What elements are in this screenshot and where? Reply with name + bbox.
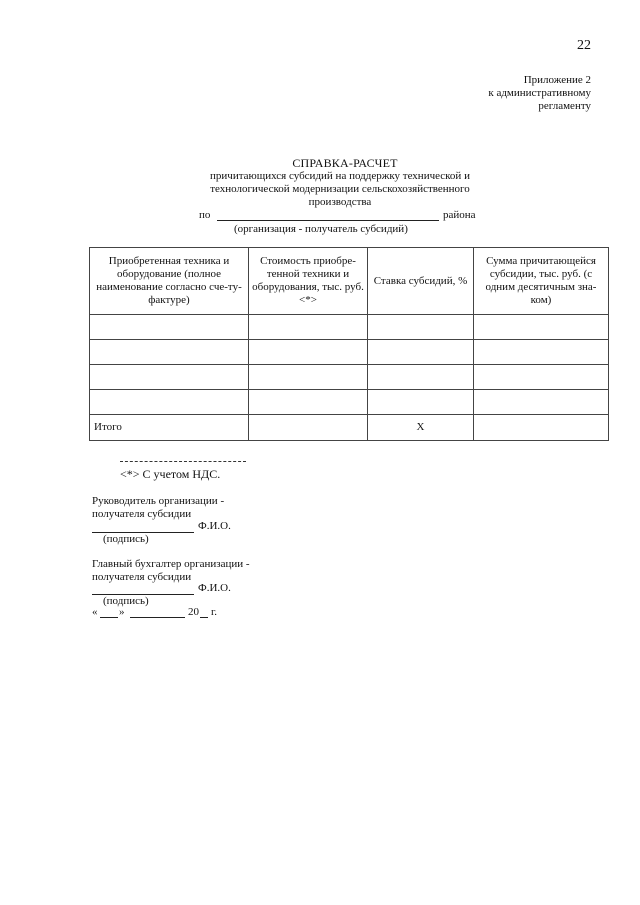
organization-line xyxy=(199,209,489,223)
appendix-line: регламенту xyxy=(538,100,591,112)
table-cell[interactable] xyxy=(368,390,474,415)
head-signature-title xyxy=(92,495,224,521)
table-cell[interactable] xyxy=(249,390,368,415)
accountant-fio: Ф.И.О. xyxy=(198,582,231,594)
head-sign-caption: (подпись) xyxy=(103,533,149,545)
total-rate-cell: X xyxy=(368,415,474,441)
table-row xyxy=(90,340,609,365)
table-cell[interactable] xyxy=(249,365,368,390)
table-cell[interactable] xyxy=(249,315,368,340)
table-row xyxy=(90,390,609,415)
date-month-blank xyxy=(130,617,185,618)
header-rate: Ставка субсидий, % xyxy=(368,248,474,315)
footnote-divider xyxy=(120,461,246,462)
date-open-quote: « xyxy=(92,606,98,618)
head-signature-line: Руководитель организации - xyxy=(92,495,225,507)
document-title: СПРАВКА-РАСЧЕТ xyxy=(292,156,398,170)
document-subtitle xyxy=(190,170,490,209)
date-day-blank xyxy=(100,617,118,618)
footnote: <*> С учетом НДС. xyxy=(120,467,221,481)
head-signature-line: получателя субсидии xyxy=(92,508,192,520)
subtitle-line: производства xyxy=(308,196,372,208)
date-close-quote: » xyxy=(119,606,125,618)
date-year-blank xyxy=(200,617,208,618)
header-cost: Стоимость приобре-тенной техники и оборудования, тыс. руб. <*> xyxy=(249,248,368,315)
organization-suffix: района xyxy=(443,209,476,221)
header-equipment: Приобретенная техника и оборудование (полное наименование согласно сче-ту-фактуре) xyxy=(90,248,249,315)
table-cell[interactable] xyxy=(249,340,368,365)
organization-caption: (организация - получатель субсидий) xyxy=(234,223,408,235)
table-cell[interactable] xyxy=(474,365,609,390)
head-fio: Ф.И.О. xyxy=(198,520,231,532)
table-cell[interactable] xyxy=(368,365,474,390)
accountant-signature-title xyxy=(92,558,250,584)
date-year-suffix: г. xyxy=(211,606,218,618)
total-cost-cell[interactable] xyxy=(249,415,368,441)
accountant-sign-caption: (подпись) xyxy=(103,595,149,607)
table-cell[interactable] xyxy=(474,340,609,365)
organization-prefix: по xyxy=(199,209,211,221)
total-amount-cell[interactable] xyxy=(474,415,609,441)
subtitle-line: причитающихся субсидий на поддержку технической и xyxy=(210,170,470,182)
table-cell[interactable] xyxy=(368,340,474,365)
accountant-signature-line: Главный бухгалтер организации - xyxy=(92,558,250,570)
page-number: 22 xyxy=(577,38,591,53)
total-label: Итого xyxy=(90,415,249,441)
table-header-row xyxy=(90,248,609,315)
header-subsidy-amount: Сумма причитающейся субсидии, тыс. руб. (с одним десятичным зна-ком) xyxy=(474,248,609,315)
table-cell[interactable] xyxy=(90,315,249,340)
table-cell[interactable] xyxy=(90,340,249,365)
table-row xyxy=(90,315,609,340)
organization-blank-line xyxy=(217,220,439,221)
appendix-line: Приложение 2 xyxy=(523,74,591,86)
appendix-header xyxy=(488,74,591,113)
date-line xyxy=(92,606,232,620)
table-cell[interactable] xyxy=(474,315,609,340)
table-cell[interactable] xyxy=(90,390,249,415)
appendix-line: к административному xyxy=(488,87,591,99)
subtitle-line: технологической модернизации сельскохозяйственного xyxy=(210,183,470,195)
table-row xyxy=(90,365,609,390)
date-year-prefix: 20 xyxy=(188,606,199,618)
table-cell[interactable] xyxy=(474,390,609,415)
table-cell[interactable] xyxy=(90,365,249,390)
subsidy-table xyxy=(89,247,609,441)
table-total-row xyxy=(90,415,609,441)
table-cell[interactable] xyxy=(368,315,474,340)
accountant-signature-line: получателя субсидии xyxy=(92,571,192,583)
